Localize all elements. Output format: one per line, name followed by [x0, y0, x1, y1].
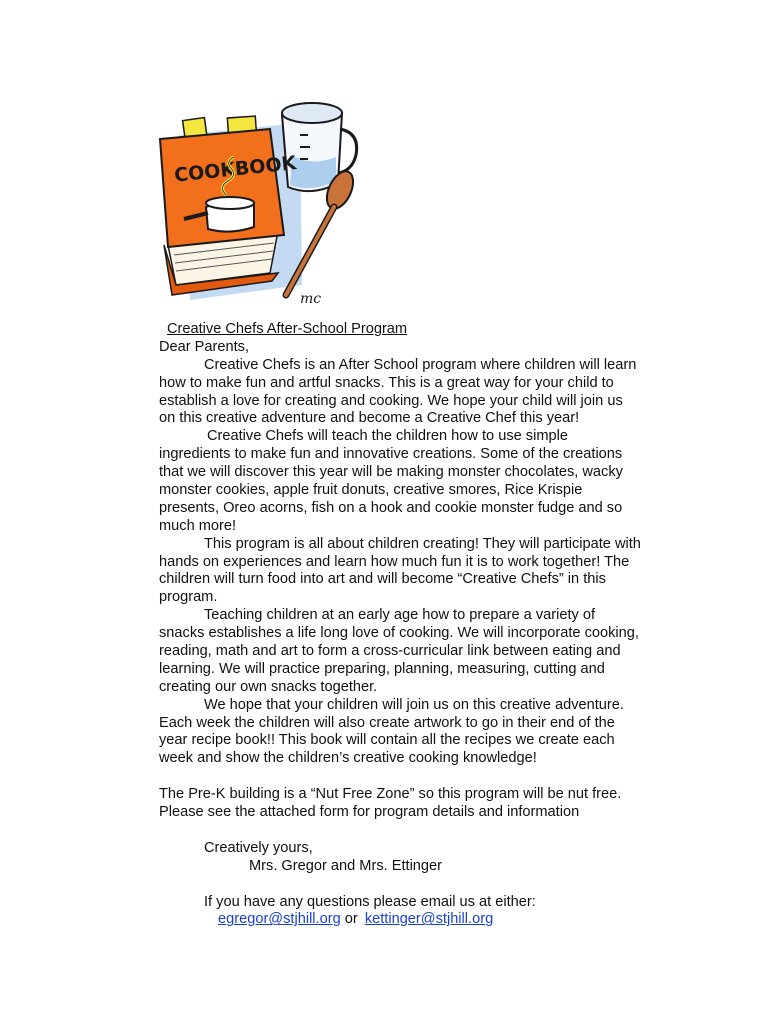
letter-body	[159, 321, 664, 929]
artist-signature: mc	[300, 291, 322, 307]
questions-line: If you have any questions please email us at either:	[204, 893, 536, 910]
greeting: Dear Parents,	[159, 338, 250, 355]
signers: Mrs. Gregor and Mrs. Ettinger	[249, 857, 443, 874]
closing: Creatively yours,	[204, 839, 313, 856]
nut-free-note: The Pre-K building is a “Nut Free Zone” so this program will be nut free. Please see the attached form for program details and information	[159, 786, 622, 821]
cookbook-illustration	[150, 95, 370, 310]
letter-title: Creative Chefs After-School Program	[167, 321, 408, 337]
email-link-ettinger[interactable]: kettinger@stjhill.org	[364, 911, 494, 928]
paragraph-intro: Creative Chefs is an After School program where children will learn how to make fun and artful snacks. This is a great way for your child to establish a love for creating and cooking. We hope your child will join us on this creative adventure and become a Creative Chef this year!	[159, 356, 637, 427]
cover-title: COOKBOOK	[173, 152, 298, 187]
or-text: or	[344, 911, 358, 928]
paragraph-creating: This program is all about children creating! They will participate with hands on experiences and learn how much fun it is to work together! The children will turn food into art and will become “Creative Chefs” in this program.	[159, 535, 641, 606]
paragraph-creations: Creative Chefs will teach the children how to use simple ingredients to make fun and innovative creations. Some of the creations that we will discover this year will be making monster chocolates, wacky monster cookies, apple fruit donuts, creative smores, Rice Krispie presents, Oreo acorns, fish on a hook and cookie monster fudge and so much more!	[159, 428, 623, 534]
email-link-gregor[interactable]: egregor@stjhill.org	[218, 911, 341, 928]
email-line	[159, 911, 664, 929]
paragraph-adventure: We hope that your children will join us on this creative adventure. Each week the children will also create artwork to go in their end of the year recipe book!! This book will contain all the recipes we create each week and show the children’s creative cooking knowledge!	[159, 696, 624, 767]
paragraph-teaching: Teaching children at an early age how to prepare a variety of snacks establishes a life long love of cooking. We will incorporate cooking, reading, math and art to form a cross-curricular link between eating and learning. We will practice preparing, planning, measuring, cutting and creating our own snacks together.	[159, 607, 639, 695]
